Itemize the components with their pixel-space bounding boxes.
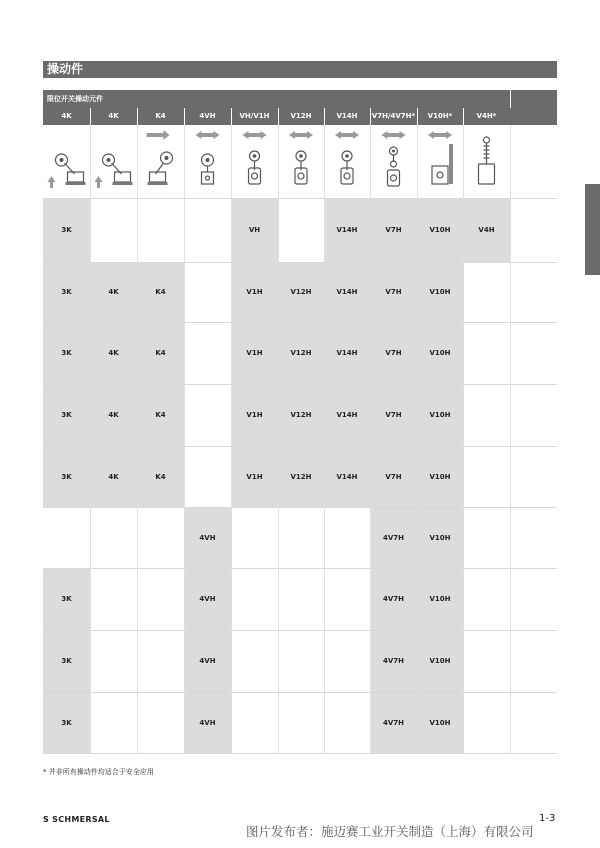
column-divider <box>417 125 418 753</box>
column-divider <box>137 125 138 753</box>
empty-cell <box>278 630 324 692</box>
table-cell: V14H <box>324 262 370 322</box>
table-cell: V14H <box>324 198 370 262</box>
empty-cell <box>463 692 510 753</box>
table-cell: V12H <box>278 262 324 322</box>
column-header: V7H/4V7H* <box>371 112 416 120</box>
column-divider <box>231 125 232 753</box>
table-cell: V1H <box>231 384 278 446</box>
empty-cell <box>231 692 278 753</box>
table-cell: 4V7H <box>370 507 417 568</box>
row-divider <box>43 384 557 385</box>
table-cell: V10H <box>417 692 463 753</box>
table-cell: 4VH <box>184 507 231 568</box>
column-header-separator <box>324 108 325 125</box>
column-divider <box>370 125 371 753</box>
publisher-watermark: 图片发布者：施迈赛工业开关制造（上海）有限公司 <box>246 824 534 839</box>
empty-cell <box>43 507 90 568</box>
column-header-separator <box>184 108 185 125</box>
empty-cell <box>463 630 510 692</box>
table-cell: V10H <box>417 630 463 692</box>
rod-lever-bidirectional-icon <box>417 126 463 198</box>
row-divider <box>43 507 557 508</box>
empty-cell <box>90 692 137 753</box>
row-divider <box>43 446 557 447</box>
table-cell: 3K <box>43 384 90 446</box>
table-cell: V1H <box>231 446 278 507</box>
column-divider <box>463 125 464 753</box>
table-cell: 4VH <box>184 630 231 692</box>
column-header: 4K <box>108 112 119 120</box>
column-header-separator <box>137 108 138 125</box>
table-cell: V7H <box>370 446 417 507</box>
table-cell: V10H <box>417 322 463 384</box>
empty-cell <box>463 262 510 322</box>
column-header-separator <box>231 108 232 125</box>
table-cell: 3K <box>43 692 90 753</box>
column-header: V10H* <box>427 112 453 120</box>
roller-plunger-right-icon <box>137 126 184 198</box>
column-header-separator <box>90 108 91 125</box>
roller-lever-bidirectional-icon <box>324 126 370 198</box>
table-cell: V7H <box>370 262 417 322</box>
table-cell: V12H <box>278 446 324 507</box>
table-cell: V1H <box>231 322 278 384</box>
empty-cell <box>90 507 137 568</box>
column-divider <box>510 125 511 753</box>
fork-lever-bidirectional-icon <box>370 126 417 198</box>
table-cell: VH <box>231 198 278 262</box>
empty-cell <box>278 507 324 568</box>
table-cell: 4K <box>90 446 137 507</box>
empty-cell <box>184 262 231 322</box>
table-cell: K4 <box>137 262 184 322</box>
empty-cell <box>231 568 278 630</box>
empty-cell <box>137 198 184 262</box>
column-header: V12H <box>290 112 312 120</box>
empty-cell <box>137 630 184 692</box>
roller-lever-up-icon <box>43 126 90 198</box>
empty-cell <box>137 568 184 630</box>
table-cell: V10H <box>417 568 463 630</box>
table-cell: V10H <box>417 384 463 446</box>
column-header-separator <box>463 108 464 125</box>
empty-cell <box>463 446 510 507</box>
roller-lever-up-icon <box>90 126 137 198</box>
empty-cell <box>184 322 231 384</box>
column-header: 4VH <box>199 112 216 120</box>
empty-cell <box>324 507 370 568</box>
empty-cell <box>463 507 510 568</box>
column-divider <box>324 125 325 753</box>
empty-cell <box>137 692 184 753</box>
column-header-separator <box>370 108 371 125</box>
column-header: VH/V1H <box>239 112 270 120</box>
column-header-separator <box>278 108 279 125</box>
empty-cell <box>184 384 231 446</box>
table-cell: V12H <box>278 322 324 384</box>
table-cell: K4 <box>137 384 184 446</box>
row-divider <box>43 198 557 199</box>
empty-cell <box>184 446 231 507</box>
empty-cell <box>278 198 324 262</box>
table-cell: 4VH <box>184 568 231 630</box>
row-divider <box>43 568 557 569</box>
table-cell: 3K <box>43 568 90 630</box>
column-divider <box>278 125 279 753</box>
section-title: 操动件 <box>43 61 557 78</box>
table-cell: V10H <box>417 446 463 507</box>
empty-cell <box>184 198 231 262</box>
spring-rod-icon <box>463 126 510 198</box>
empty-cell <box>231 630 278 692</box>
table-cell: V10H <box>417 262 463 322</box>
column-divider <box>184 125 185 753</box>
table-cell: V1H <box>231 262 278 322</box>
empty-cell <box>324 692 370 753</box>
table-cell: K4 <box>137 322 184 384</box>
table-cell: 3K <box>43 630 90 692</box>
empty-cell <box>231 507 278 568</box>
empty-cell <box>90 198 137 262</box>
table-cell: V14H <box>324 446 370 507</box>
column-header: V4H* <box>476 112 497 120</box>
table-cell: 3K <box>43 262 90 322</box>
table-cell: 4K <box>90 262 137 322</box>
footnote: * 并非所有操动件均适合于安全应用 <box>43 768 154 776</box>
row-divider <box>43 753 557 754</box>
row-divider <box>43 262 557 263</box>
table-cell: V7H <box>370 384 417 446</box>
column-header: 4K <box>61 112 72 120</box>
table-cell: 4K <box>90 384 137 446</box>
row-divider <box>43 322 557 323</box>
row-divider <box>43 630 557 631</box>
table-cell: V14H <box>324 384 370 446</box>
schmersal-logo: S SCHMERSAL <box>43 815 110 824</box>
table-cell: V10H <box>417 507 463 568</box>
row-divider <box>43 692 557 693</box>
table-cell: 3K <box>43 198 90 262</box>
table-cell: 4V7H <box>370 630 417 692</box>
empty-cell <box>463 384 510 446</box>
table-caption: 限位开关操动元件 <box>43 90 557 108</box>
table-cell: V10H <box>417 198 463 262</box>
column-header: K4 <box>155 112 166 120</box>
page-number: 1-3 <box>539 813 556 824</box>
roller-lever-bidirectional-icon <box>278 126 324 198</box>
empty-cell <box>324 568 370 630</box>
empty-cell <box>137 507 184 568</box>
table-cell: V7H <box>370 198 417 262</box>
column-divider <box>90 125 91 753</box>
empty-cell <box>278 568 324 630</box>
empty-cell <box>278 692 324 753</box>
table-cell: 4V7H <box>370 568 417 630</box>
column-header-separator <box>417 108 418 125</box>
table-cell: 3K <box>43 446 90 507</box>
chapter-tab <box>585 184 600 275</box>
table-cell: V12H <box>278 384 324 446</box>
table-cell: K4 <box>137 446 184 507</box>
empty-cell <box>90 568 137 630</box>
table-cell: 4V7H <box>370 692 417 753</box>
lever-bidirectional-icon <box>184 126 231 198</box>
column-header: V14H <box>336 112 358 120</box>
table-cell: 4VH <box>184 692 231 753</box>
table-cell: V4H <box>463 198 510 262</box>
empty-cell <box>463 322 510 384</box>
table-cell: V7H <box>370 322 417 384</box>
table-cell: 3K <box>43 322 90 384</box>
empty-cell <box>324 630 370 692</box>
empty-cell <box>90 630 137 692</box>
table-cell: 4K <box>90 322 137 384</box>
roller-lever-bidirectional-icon <box>231 126 278 198</box>
empty-cell <box>463 568 510 630</box>
table-cell: V14H <box>324 322 370 384</box>
